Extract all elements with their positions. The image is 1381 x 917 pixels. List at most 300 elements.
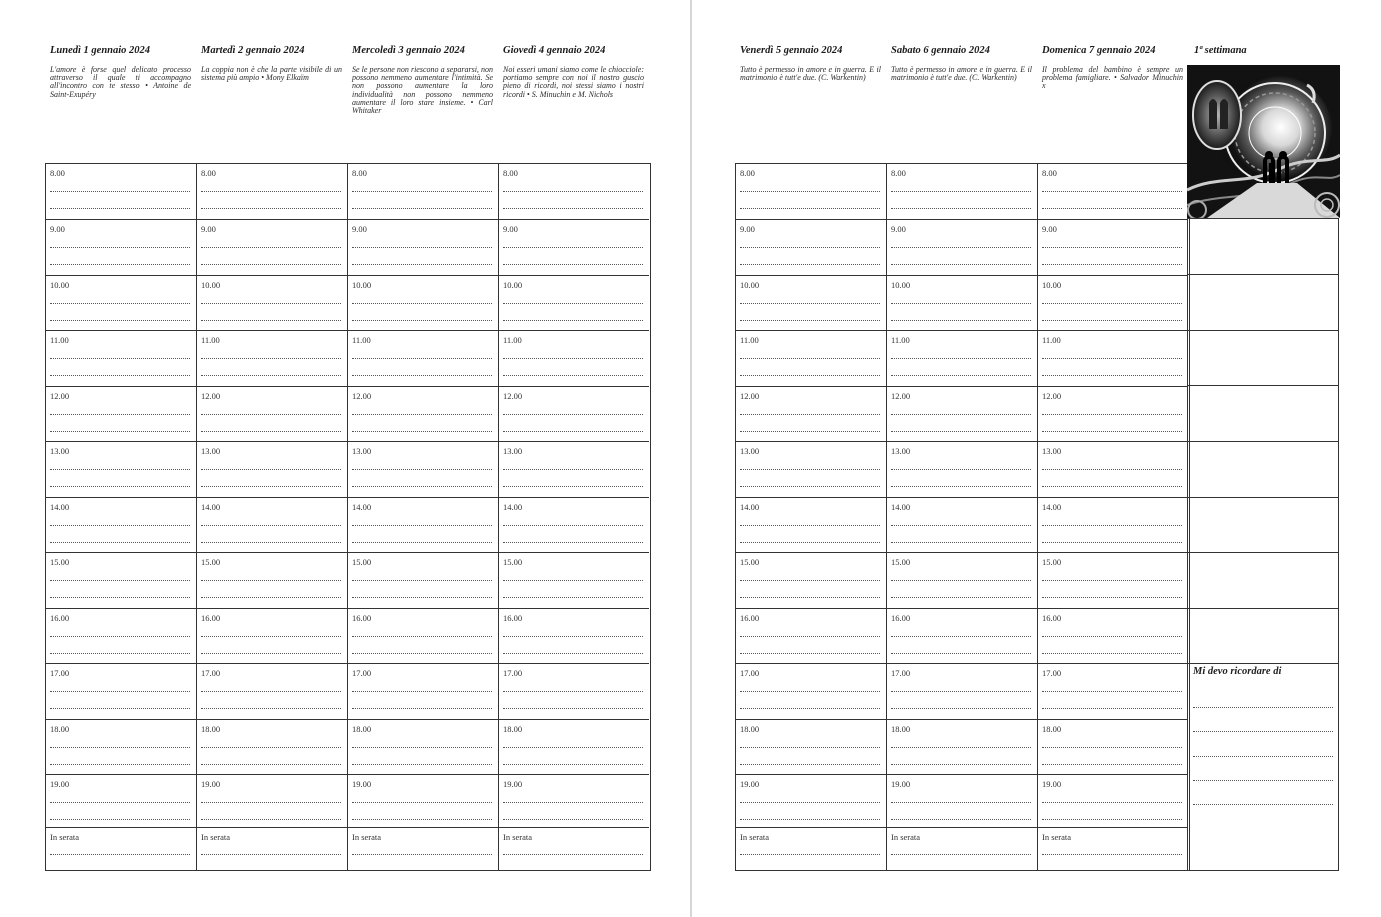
time-slot-label: 11.00 <box>891 335 910 345</box>
time-slot[interactable] <box>886 663 1037 719</box>
writing-line <box>201 208 341 209</box>
writing-line <box>503 525 643 526</box>
day-quote: L'amore è forse quel delicato processo attraverso il quale ti accompagno all'incontro con te stesso • Antoine de Saint-Exupéry <box>50 65 191 99</box>
time-slot[interactable] <box>196 719 347 774</box>
writing-line <box>201 854 341 855</box>
time-slot[interactable] <box>45 219 196 275</box>
time-slot-label: 16.00 <box>740 613 760 623</box>
time-slot-label: In serata <box>50 832 80 842</box>
remember-line <box>1193 780 1333 781</box>
time-slot[interactable] <box>347 774 498 827</box>
time-slot[interactable] <box>1037 275 1188 330</box>
time-slot-label: 13.00 <box>1042 446 1062 456</box>
writing-line <box>740 580 880 581</box>
time-slot[interactable] <box>735 163 886 219</box>
writing-line <box>50 854 190 855</box>
time-slot[interactable] <box>347 163 498 219</box>
time-slot-label: 11.00 <box>740 335 759 345</box>
time-slot[interactable] <box>1037 608 1188 663</box>
writing-line <box>503 264 643 265</box>
time-slot[interactable] <box>735 774 886 827</box>
time-slot[interactable] <box>735 719 886 774</box>
time-slot-label: 8.00 <box>50 168 65 178</box>
time-slot[interactable] <box>45 663 196 719</box>
day-quote: La coppia non è che la parte visibile di un sistema più ampio • Mony Elkaïm <box>201 65 342 83</box>
time-slot-label: 11.00 <box>503 335 522 345</box>
writing-line <box>1042 414 1182 415</box>
writing-line <box>201 247 341 248</box>
time-slot[interactable] <box>735 608 886 663</box>
writing-line <box>740 819 880 820</box>
time-slot[interactable] <box>45 719 196 774</box>
time-slot[interactable] <box>498 552 649 608</box>
writing-line <box>50 708 190 709</box>
writing-line <box>50 542 190 543</box>
writing-line <box>740 747 880 748</box>
time-slot[interactable] <box>886 719 1037 774</box>
time-slot[interactable] <box>196 441 347 497</box>
writing-line <box>1042 303 1182 304</box>
writing-line <box>891 375 1031 376</box>
time-slot[interactable] <box>196 827 347 870</box>
time-slot-label: In serata <box>201 832 231 842</box>
notes-box[interactable] <box>1187 552 1339 609</box>
time-slot-label: 16.00 <box>503 613 523 623</box>
writing-line <box>891 691 1031 692</box>
time-slot-label: 8.00 <box>201 168 216 178</box>
time-slot[interactable] <box>735 275 886 330</box>
time-slot[interactable] <box>347 330 498 386</box>
writing-line <box>50 580 190 581</box>
writing-line <box>352 747 492 748</box>
writing-line <box>891 303 1031 304</box>
writing-line <box>740 636 880 637</box>
writing-line <box>503 764 643 765</box>
time-slot[interactable] <box>735 827 886 870</box>
time-slot[interactable] <box>1037 497 1188 552</box>
writing-line <box>201 819 341 820</box>
time-slot[interactable] <box>735 386 886 441</box>
day-quote: Se le persone non riescono a separarsi, non possono nemmeno aumentare l'intimità. Se non possono aumentare la loro individualità non possono nemmeno aumentare il loro stare insieme. • Carl Whitaker <box>352 65 493 116</box>
time-slot-label: 15.00 <box>50 557 70 567</box>
time-slot-label: 18.00 <box>50 724 70 734</box>
writing-line <box>503 542 643 543</box>
writing-line <box>503 747 643 748</box>
writing-line <box>352 486 492 487</box>
writing-line <box>891 264 1031 265</box>
column-divider <box>1037 163 1038 870</box>
writing-line <box>50 597 190 598</box>
writing-line <box>740 264 880 265</box>
time-slot-label: 16.00 <box>891 613 911 623</box>
writing-line <box>1042 542 1182 543</box>
time-slot[interactable] <box>498 219 649 275</box>
time-slot-label: 14.00 <box>740 502 760 512</box>
writing-line <box>352 580 492 581</box>
remember-line <box>1193 756 1333 757</box>
time-slot[interactable] <box>1037 827 1188 870</box>
remember-line <box>1193 731 1333 732</box>
time-slot[interactable] <box>498 163 649 219</box>
writing-line <box>1042 431 1182 432</box>
time-slot-label: 18.00 <box>891 724 911 734</box>
writing-line <box>740 431 880 432</box>
time-slot[interactable] <box>498 441 649 497</box>
writing-line <box>503 819 643 820</box>
time-slot[interactable] <box>886 774 1037 827</box>
time-slot-label: 11.00 <box>201 335 220 345</box>
time-slot-label: 10.00 <box>352 280 372 290</box>
time-slot-label: 12.00 <box>503 391 523 401</box>
writing-line <box>891 747 1031 748</box>
time-slot-label: 14.00 <box>50 502 70 512</box>
time-slot-label: 14.00 <box>201 502 221 512</box>
writing-line <box>352 819 492 820</box>
time-slot-label: 19.00 <box>50 779 70 789</box>
time-slot[interactable] <box>1037 552 1188 608</box>
time-slot[interactable] <box>347 497 498 552</box>
time-slot[interactable] <box>347 719 498 774</box>
column-divider <box>498 163 499 870</box>
writing-line <box>50 320 190 321</box>
time-slot[interactable] <box>45 497 196 552</box>
writing-line <box>50 525 190 526</box>
writing-line <box>891 208 1031 209</box>
time-slot[interactable] <box>886 163 1037 219</box>
writing-line <box>201 191 341 192</box>
time-slot-label: 17.00 <box>50 668 70 678</box>
time-slot-label: 19.00 <box>352 779 372 789</box>
time-slot[interactable] <box>886 552 1037 608</box>
writing-line <box>891 358 1031 359</box>
notes-box[interactable] <box>1187 441 1339 498</box>
time-slot-label: 13.00 <box>891 446 911 456</box>
writing-line <box>50 636 190 637</box>
time-slot[interactable] <box>735 330 886 386</box>
time-slot[interactable] <box>196 163 347 219</box>
writing-line <box>201 691 341 692</box>
day-quote: Tutto è permesso in amore e in guerra. E il matrimonio è tutt'e due. (C. Warkentin) <box>891 65 1032 83</box>
page-divider <box>690 0 692 917</box>
week-label: 1ª settimana <box>1194 45 1247 56</box>
day-title: Mercoledì 3 gennaio 2024 <box>352 45 465 56</box>
time-slot[interactable] <box>735 219 886 275</box>
time-slot-label: 9.00 <box>740 224 755 234</box>
writing-line <box>503 636 643 637</box>
time-slot-label: 11.00 <box>50 335 69 345</box>
writing-line <box>352 597 492 598</box>
writing-line <box>503 691 643 692</box>
time-slot[interactable] <box>735 663 886 719</box>
time-slot[interactable] <box>1037 441 1188 497</box>
writing-line <box>891 320 1031 321</box>
writing-line <box>352 320 492 321</box>
writing-line <box>50 431 190 432</box>
time-slot[interactable] <box>45 163 196 219</box>
writing-line <box>352 358 492 359</box>
time-slot[interactable] <box>498 386 649 441</box>
writing-line <box>503 469 643 470</box>
writing-line <box>1042 247 1182 248</box>
writing-line <box>1042 653 1182 654</box>
time-slot[interactable] <box>45 441 196 497</box>
time-slot[interactable] <box>886 330 1037 386</box>
writing-line <box>740 303 880 304</box>
writing-line <box>50 764 190 765</box>
time-slot-label: 13.00 <box>201 446 221 456</box>
time-slot-label: 10.00 <box>50 280 70 290</box>
time-slot[interactable] <box>45 774 196 827</box>
time-slot-label: 18.00 <box>201 724 221 734</box>
time-slot-label: 17.00 <box>352 668 372 678</box>
writing-line <box>891 653 1031 654</box>
writing-line <box>1042 691 1182 692</box>
writing-line <box>740 525 880 526</box>
writing-line <box>1042 636 1182 637</box>
remember-line <box>1193 707 1333 708</box>
time-slot[interactable] <box>196 497 347 552</box>
writing-line <box>891 542 1031 543</box>
writing-line <box>740 320 880 321</box>
writing-line <box>352 247 492 248</box>
writing-line <box>891 525 1031 526</box>
notes-box[interactable] <box>1187 385 1339 442</box>
time-slot-label: In serata <box>891 832 921 842</box>
time-slot[interactable] <box>1037 163 1188 219</box>
notes-box[interactable] <box>1187 218 1339 275</box>
remember-box[interactable] <box>1187 663 1339 871</box>
writing-line <box>201 303 341 304</box>
time-slot[interactable] <box>1037 386 1188 441</box>
writing-line <box>503 358 643 359</box>
day-title: Giovedì 4 gennaio 2024 <box>503 45 606 56</box>
time-slot-label: 10.00 <box>891 280 911 290</box>
time-slot[interactable] <box>1037 219 1188 275</box>
writing-line <box>503 247 643 248</box>
writing-line <box>503 708 643 709</box>
writing-line <box>50 208 190 209</box>
time-slot-label: 19.00 <box>201 779 221 789</box>
time-slot[interactable] <box>498 330 649 386</box>
writing-line <box>1042 764 1182 765</box>
time-slot-label: In serata <box>1042 832 1072 842</box>
time-slot-label: 8.00 <box>503 168 518 178</box>
time-slot-label: 12.00 <box>201 391 221 401</box>
time-slot[interactable] <box>347 386 498 441</box>
writing-line <box>50 802 190 803</box>
writing-line <box>201 525 341 526</box>
time-slot-label: 15.00 <box>740 557 760 567</box>
writing-line <box>503 191 643 192</box>
time-slot[interactable] <box>196 663 347 719</box>
day-title: Venerdì 5 gennaio 2024 <box>740 45 843 56</box>
time-slot[interactable] <box>735 497 886 552</box>
time-slot-label: 9.00 <box>1042 224 1057 234</box>
day-quote: Tutto è permesso in amore e in guerra. E il matrimonio è tutt'e due. (C. Warkentin) <box>740 65 881 83</box>
time-slot[interactable] <box>498 608 649 663</box>
time-slot-label: 13.00 <box>503 446 523 456</box>
time-slot[interactable] <box>1037 719 1188 774</box>
time-slot-label: 8.00 <box>891 168 906 178</box>
writing-line <box>352 264 492 265</box>
time-slot[interactable] <box>886 608 1037 663</box>
time-slot-label: 8.00 <box>1042 168 1057 178</box>
time-slot[interactable] <box>45 608 196 663</box>
time-slot-label: 18.00 <box>1042 724 1062 734</box>
time-slot-label: 12.00 <box>50 391 70 401</box>
time-slot[interactable] <box>196 552 347 608</box>
time-slot[interactable] <box>498 497 649 552</box>
writing-line <box>201 375 341 376</box>
time-slot[interactable] <box>498 774 649 827</box>
time-slot[interactable] <box>45 827 196 870</box>
time-slot[interactable] <box>196 330 347 386</box>
writing-line <box>201 764 341 765</box>
writing-line <box>503 431 643 432</box>
time-slot[interactable] <box>1037 330 1188 386</box>
time-slot[interactable] <box>196 608 347 663</box>
writing-line <box>891 819 1031 820</box>
writing-line <box>352 691 492 692</box>
writing-line <box>201 542 341 543</box>
writing-line <box>503 414 643 415</box>
writing-line <box>50 469 190 470</box>
time-slot-label: 13.00 <box>740 446 760 456</box>
time-slot[interactable] <box>196 275 347 330</box>
time-slot-label: 16.00 <box>201 613 221 623</box>
notes-box[interactable] <box>1187 330 1339 386</box>
time-slot[interactable] <box>347 275 498 330</box>
writing-line <box>50 691 190 692</box>
writing-line <box>201 708 341 709</box>
writing-line <box>352 653 492 654</box>
time-slot[interactable] <box>45 330 196 386</box>
time-slot-label: 14.00 <box>891 502 911 512</box>
time-slot[interactable] <box>886 219 1037 275</box>
time-slot[interactable] <box>886 275 1037 330</box>
time-slot[interactable] <box>347 663 498 719</box>
writing-line <box>503 303 643 304</box>
time-slot-label: 19.00 <box>891 779 911 789</box>
writing-line <box>891 247 1031 248</box>
time-slot[interactable] <box>196 219 347 275</box>
time-slot[interactable] <box>347 441 498 497</box>
time-slot-label: 14.00 <box>1042 502 1062 512</box>
time-slot-label: 15.00 <box>503 557 523 567</box>
time-slot-label: In serata <box>352 832 382 842</box>
writing-line <box>50 247 190 248</box>
time-slot[interactable] <box>45 275 196 330</box>
time-slot[interactable] <box>498 663 649 719</box>
time-slot[interactable] <box>886 441 1037 497</box>
time-slot-label: 9.00 <box>891 224 906 234</box>
writing-line <box>503 653 643 654</box>
time-slot[interactable] <box>1037 774 1188 827</box>
remember-line <box>1193 804 1333 805</box>
writing-line <box>740 691 880 692</box>
writing-line <box>740 414 880 415</box>
time-slot[interactable] <box>196 386 347 441</box>
time-slot[interactable] <box>347 608 498 663</box>
writing-line <box>1042 747 1182 748</box>
writing-line <box>740 375 880 376</box>
writing-line <box>891 580 1031 581</box>
writing-line <box>503 320 643 321</box>
time-slot[interactable] <box>196 774 347 827</box>
time-slot[interactable] <box>886 827 1037 870</box>
time-slot[interactable] <box>347 827 498 870</box>
writing-line <box>352 708 492 709</box>
writing-line <box>503 854 643 855</box>
writing-line <box>50 747 190 748</box>
writing-line <box>201 414 341 415</box>
time-slot[interactable] <box>45 552 196 608</box>
notes-box[interactable] <box>1187 497 1339 553</box>
writing-line <box>201 469 341 470</box>
time-slot[interactable] <box>735 552 886 608</box>
time-slot-label: 14.00 <box>352 502 372 512</box>
time-slot-label: 15.00 <box>201 557 221 567</box>
writing-line <box>1042 854 1182 855</box>
time-slot[interactable] <box>735 441 886 497</box>
time-slot[interactable] <box>1037 663 1188 719</box>
time-slot[interactable] <box>498 827 649 870</box>
writing-line <box>740 653 880 654</box>
writing-line <box>503 486 643 487</box>
time-slot-label: 16.00 <box>352 613 372 623</box>
writing-line <box>891 191 1031 192</box>
writing-line <box>201 264 341 265</box>
time-slot-label: 11.00 <box>352 335 371 345</box>
notes-box[interactable] <box>1187 608 1339 664</box>
writing-line <box>503 802 643 803</box>
writing-line <box>201 747 341 748</box>
time-slot-label: 8.00 <box>352 168 367 178</box>
time-slot[interactable] <box>886 386 1037 441</box>
time-slot-label: 18.00 <box>352 724 372 734</box>
writing-line <box>50 191 190 192</box>
writing-line <box>503 375 643 376</box>
time-slot[interactable] <box>498 275 649 330</box>
surreal-couple-illustration-icon <box>1187 65 1340 218</box>
time-slot[interactable] <box>45 386 196 441</box>
time-slot[interactable] <box>886 497 1037 552</box>
time-slot[interactable] <box>347 219 498 275</box>
time-slot-label: In serata <box>503 832 533 842</box>
writing-line <box>352 469 492 470</box>
writing-line <box>1042 597 1182 598</box>
time-slot-label: 13.00 <box>352 446 372 456</box>
writing-line <box>891 431 1031 432</box>
time-slot-label: 19.00 <box>740 779 760 789</box>
writing-line <box>891 854 1031 855</box>
writing-line <box>740 542 880 543</box>
writing-line <box>1042 191 1182 192</box>
time-slot[interactable] <box>498 719 649 774</box>
writing-line <box>50 358 190 359</box>
time-slot[interactable] <box>347 552 498 608</box>
writing-line <box>891 708 1031 709</box>
writing-line <box>352 414 492 415</box>
time-slot-label: 9.00 <box>50 224 65 234</box>
time-slot-label: 15.00 <box>1042 557 1062 567</box>
time-slot-label: 10.00 <box>201 280 221 290</box>
writing-line <box>1042 264 1182 265</box>
notes-box[interactable] <box>1187 274 1339 331</box>
writing-line <box>50 486 190 487</box>
writing-line <box>1042 358 1182 359</box>
time-slot-label: 9.00 <box>201 224 216 234</box>
